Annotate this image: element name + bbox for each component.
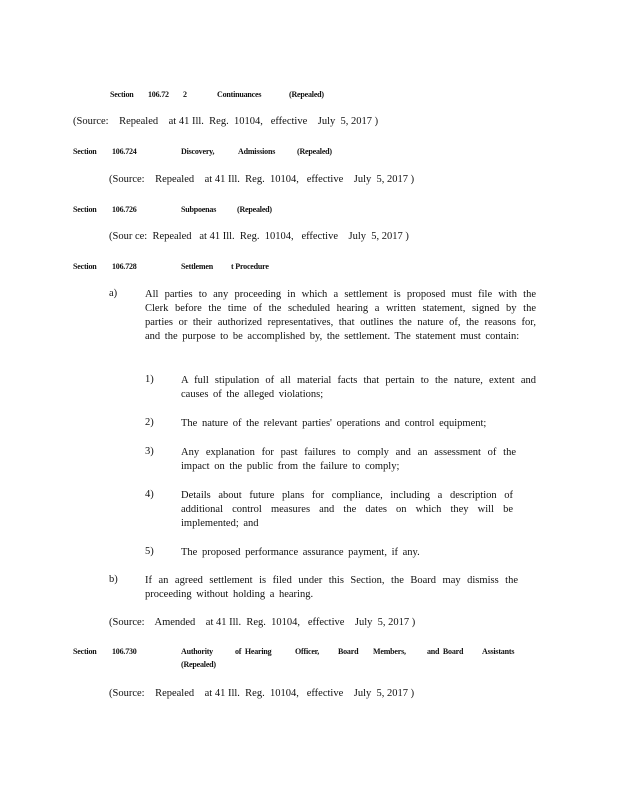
subsection-b-text: If an agreed settlement is filed under this Section, the Board may dismiss the proceeding without holding a hearing. — [145, 575, 518, 600]
item-number: 3) — [145, 446, 154, 457]
section-label: Section — [110, 90, 134, 99]
section-number-suffix: 2 — [183, 90, 187, 99]
section-label: Section — [73, 647, 97, 656]
section-title-word: Board — [338, 647, 359, 656]
subsection-label-b: b) — [109, 574, 118, 585]
item-text: The nature of the relevant parties' operations and control equipment; — [181, 418, 487, 429]
item-number: 2) — [145, 417, 154, 428]
section-title-word: of Hearing — [235, 647, 272, 656]
source-note: (Sour ce: Repealed at 41 Ill. Reg. 10104, effective July 5, 2017 ) — [109, 231, 409, 242]
section-title: Continuances — [217, 90, 262, 99]
section-title-word: Assistants — [482, 647, 515, 656]
section-status: (Repealed) — [237, 205, 272, 214]
section-status: (Repealed) — [297, 147, 332, 156]
section-title-word: Authority — [181, 647, 213, 656]
subsection-label-a: a) — [109, 288, 118, 299]
section-title-end: t Procedure — [231, 262, 269, 271]
section-title-word: Officer, — [295, 647, 320, 656]
source-note: (Source: Repealed at 41 Ill. Reg. 10104, effective July 5, 2017 ) — [109, 688, 415, 699]
item-text: A full stipulation of all material facts that pertain to the nature, extent and causes of the alleged violations; — [181, 375, 536, 400]
source-note: (Source: Amended at 41 Ill. Reg. 10104, effective July 5, 2017 ) — [109, 617, 416, 628]
subsection-a-text: All parties to any proceeding in which a settlement is proposed must file with the Clerk before the time of the scheduled hearing a written statement, signed by the parties or their authorized representatives, that outlines the nature of, the reasons for, and the purpose to be accomplished by, the settlement. The statement must contain: — [145, 289, 536, 342]
section-number: 106.724 — [112, 147, 137, 156]
item-text: The proposed performance assurance payment, if any. — [181, 547, 420, 558]
item-number: 1) — [145, 374, 154, 385]
item-text: Any explanation for past failures to comply and an assessment of the impact on the public from the failure to comply; — [181, 447, 516, 472]
item-number: 4) — [145, 489, 154, 500]
item-number: 5) — [145, 546, 154, 557]
section-label: Section — [73, 205, 97, 214]
section-title: Settlemen — [181, 262, 213, 271]
section-title: Subpoenas — [181, 205, 217, 214]
section-label: Section — [73, 262, 97, 271]
section-status: (Repealed) — [289, 90, 324, 99]
section-number: 106.72 — [148, 90, 169, 99]
section-title-word: Members, — [373, 647, 406, 656]
item-text: Details about future plans for compliance, including a description of additional control measures and the dates on which they will be implemented; and — [181, 490, 513, 529]
section-title-2: Admissions — [238, 147, 276, 156]
section-number: 106.726 — [112, 205, 137, 214]
section-label: Section — [73, 147, 97, 156]
source-note: (Source: Repealed at 41 Ill. Reg. 10104, effective July 5, 2017 ) — [109, 174, 415, 185]
section-status: (Repealed) — [181, 660, 216, 669]
section-number: 106.730 — [112, 647, 137, 656]
section-title: Discovery, — [181, 147, 215, 156]
source-note: (Source: Repealed at 41 Ill. Reg. 10104, effective July 5, 2017 ) — [73, 116, 379, 127]
section-number: 106.728 — [112, 262, 137, 271]
section-title-word: and Board — [427, 647, 464, 656]
